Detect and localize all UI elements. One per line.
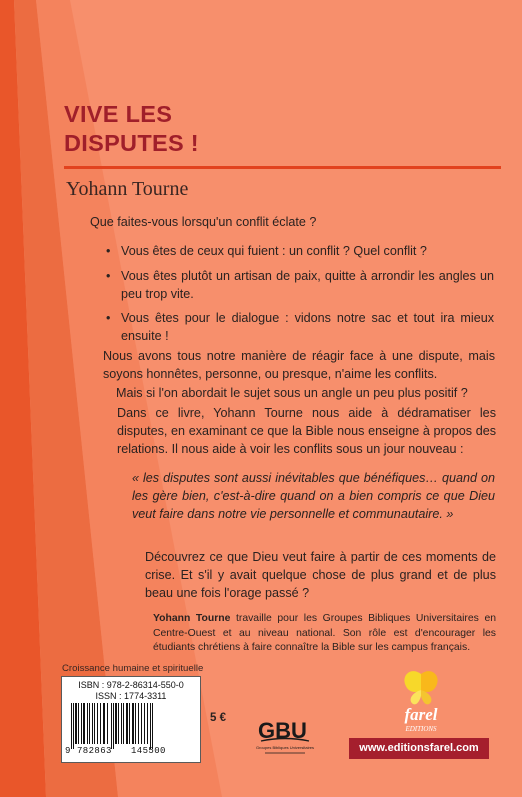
price: 5 € — [210, 712, 226, 724]
isbn-number: ISBN : 978-2-86314-550-0 — [78, 680, 184, 690]
barcode-bar — [123, 703, 124, 744]
gbu-logo-icon — [255, 712, 315, 756]
author-name: Yohann Tourne — [66, 178, 189, 200]
barcode-bar — [87, 703, 88, 744]
barcode-bar — [115, 703, 117, 744]
barcode-bar — [152, 703, 153, 749]
barcode-bar — [138, 703, 139, 744]
barcode-bar — [83, 703, 85, 744]
barcode-bar — [94, 703, 95, 744]
barcode-bar — [103, 703, 105, 744]
gbu-logo-text: GBU — [258, 718, 307, 743]
farel-logo-subtext: EDITIONS — [405, 725, 437, 733]
barcode-bar — [144, 703, 145, 744]
barcode-bar — [75, 703, 77, 744]
bullet-list — [104, 243, 494, 353]
book-title-line-1: VIVE LES — [64, 101, 173, 127]
blurb-paragraph-4: Découvrez ce que Dieu veut faire à partir de ces moments de crise. Et s'il y avait quelque chose de plus grand et de plus beau une fois l'orage passé ? — [145, 550, 496, 600]
blurb-paragraph-2: Mais si l'on abordait le sujet sous un angle un peu plus positif ? — [116, 386, 468, 400]
barcode-first-digit: 9 — [65, 746, 71, 756]
barcode-bar — [126, 703, 128, 744]
farel-butterfly-logo-icon — [393, 668, 449, 736]
barcode-bar — [147, 703, 148, 744]
barcode-block — [61, 676, 201, 763]
bullet-dot-icon: • — [106, 268, 111, 283]
barcode-bar — [141, 703, 142, 744]
barcode-bar — [71, 703, 72, 749]
bullet-item — [104, 268, 494, 304]
author-bio-text: travaille pour les Groupes Bibliques Universitaires en Centre-Ouest et au niveau national. Son rôle est d'encourager les étudiants chrétiens à faire connaître la Bible sur les campus français. — [153, 613, 496, 654]
barcode-bar — [78, 703, 79, 744]
barcode-bar — [113, 703, 114, 749]
blurb-paragraph-1: Nous avons tous notre manière de réagir face à une dispute, mais soyons honnêtes, personne, ou presque, n'aime les conflits. — [103, 349, 495, 381]
barcode-bar — [111, 703, 112, 749]
barcode-bar — [118, 703, 119, 744]
barcode-digits-group-2: 145500 — [131, 746, 166, 756]
issn-number: ISSN : 1774-3311 — [95, 691, 167, 701]
barcode-bar — [92, 703, 93, 744]
blurb-paragraph-3: Dans ce livre, Yohann Tourne nous aide à dédramatiser les disputes, en examinant ce que la Bible nous enseigne à propos des relations. Il nous aide à voir les conflits sous un jour nouveau : — [117, 406, 496, 456]
barcode-bar — [81, 703, 82, 744]
barcode-bar — [150, 703, 151, 749]
bullet-item — [104, 243, 494, 261]
bullet-text: Vous êtes de ceux qui fuient : un conflit ? Quel conflit ? — [121, 244, 427, 258]
barcode-bar — [89, 703, 90, 744]
farel-logo-text: farel — [404, 705, 438, 724]
title-divider — [64, 166, 501, 169]
bullet-text: Vous êtes plutôt un artisan de paix, quitte à arrondir les angles un peu trop vite. — [121, 268, 494, 301]
bullet-dot-icon: • — [106, 244, 111, 258]
author-bio — [153, 612, 496, 656]
barcode-digits-group-1: 782863 — [77, 746, 112, 756]
book-title — [64, 100, 394, 158]
bullet-text: Vous êtes pour le dialogue : vidons notre sac et tout ira mieux ensuite ! — [121, 311, 494, 344]
barcode-bar — [100, 703, 101, 744]
gbu-tagline: Groupes Bibliques Universitaires — [255, 745, 315, 750]
bullet-item — [104, 310, 494, 346]
barcode-bar — [121, 703, 122, 744]
book-category: Croissance humaine et spirituelle — [62, 663, 204, 674]
barcode-bar — [129, 703, 130, 744]
barcode-bar — [73, 703, 74, 749]
barcode-bar — [135, 703, 136, 744]
book-title-line-2: DISPUTES ! — [64, 130, 199, 156]
author-bio-name: Yohann Tourne — [153, 613, 231, 624]
bullet-dot-icon: • — [106, 311, 111, 326]
barcode-bar — [97, 703, 98, 744]
publisher-website-link[interactable]: www.editionsfarel.com — [349, 738, 489, 759]
barcode-bar — [107, 703, 108, 744]
blurb-quote: « les disputes sont aussi inévitables que bénéfiques… quand on les gère bien, c'est-à-dire quand on a bien compris ce que Dieu veut faire dans notre vie personnelle et communautaire. » — [132, 471, 495, 521]
barcode-bar — [132, 703, 134, 744]
barcode-icon — [71, 703, 191, 749]
intro-question: Que faites-vous lorsqu'un conflit éclate ? — [90, 215, 317, 229]
